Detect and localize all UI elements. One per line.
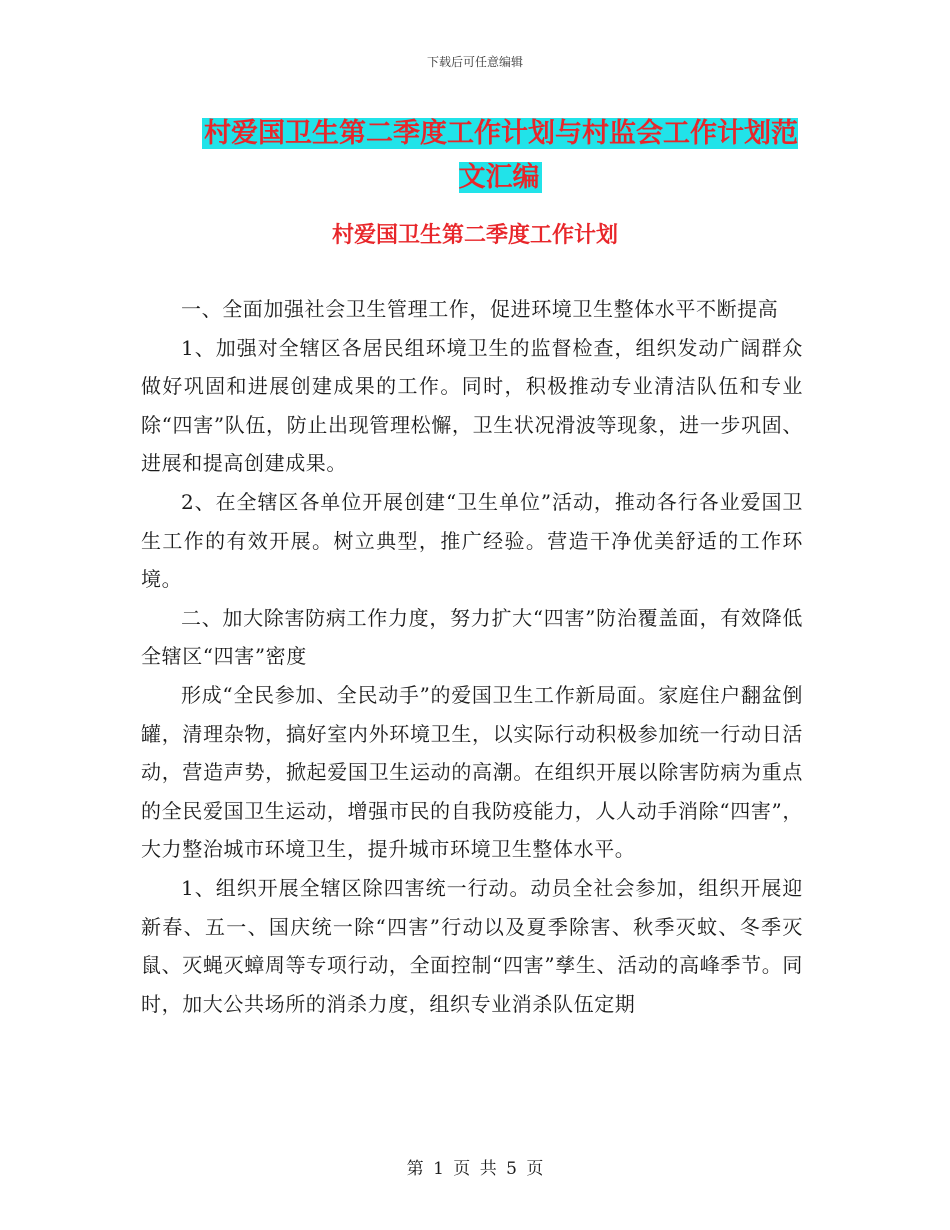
page-footer: 第 1 页 共 5 页 [406, 1159, 544, 1179]
paragraph: 1、加强对全辖区各居民组环境卫生的监督检查，组织发动广阔群众做好巩固和进展创建成果的工作。同时，积极推动专业清洁队伍和专业除“四害”队伍，防止出现管理松懈，卫生状况滑波等现象，进一步巩固、进展和提高创建成果。 [141, 335, 803, 476]
paragraph: 2、在全辖区各单位开展创建“卫生单位”活动，推动各行各业爱国卫生工作的有效开展。树立典型，推广经验。营造干净优美舒适的工作环境。 [141, 489, 803, 592]
document-body [141, 290, 803, 1023]
paragraph: 一、全面加强社会卫生管理工作，促进环境卫生整体水平不断提高 [181, 297, 779, 321]
document-title [190, 112, 810, 200]
header-note: 下载后可任意编辑 [426, 55, 523, 69]
paragraph: 形成“全民参加、全民动手”的爱国卫生工作新局面。家庭住户翻盆倒罐，清理杂物，搞好室内外环境卫生，以实际行动积极参加统一行动日活动，营造声势，掀起爱国卫生运动的高潮。在组织开展以除害防病为重点的全民爱国卫生运动，增强市民的自我防疫能力，人人动手消除“四害”，大力整治城市环境卫生，提升城市环境卫生整体水平。 [141, 682, 803, 862]
paragraph: 二、加大除害防病工作力度，努力扩大“四害”防治覆盖面，有效降低全辖区“四害”密度 [141, 605, 803, 669]
paragraph: 1、组织开展全辖区除四害统一行动。动员全社会参加，组织开展迎新春、五一、国庆统一除“四害”行动以及夏季除害、秋季灭蚊、冬季灭鼠、灭蝇灭蟑周等专项行动，全面控制“四害”孳生、活动的高峰季节。同时，加大公共场所的消杀力度，组织专业消杀队伍定期 [141, 875, 803, 1016]
document-title-text: 村爱国卫生第二季度工作计划与村监会工作计划范文汇编 [204, 118, 798, 193]
section-title: 村爱国卫生第二季度工作计划 [331, 223, 618, 248]
